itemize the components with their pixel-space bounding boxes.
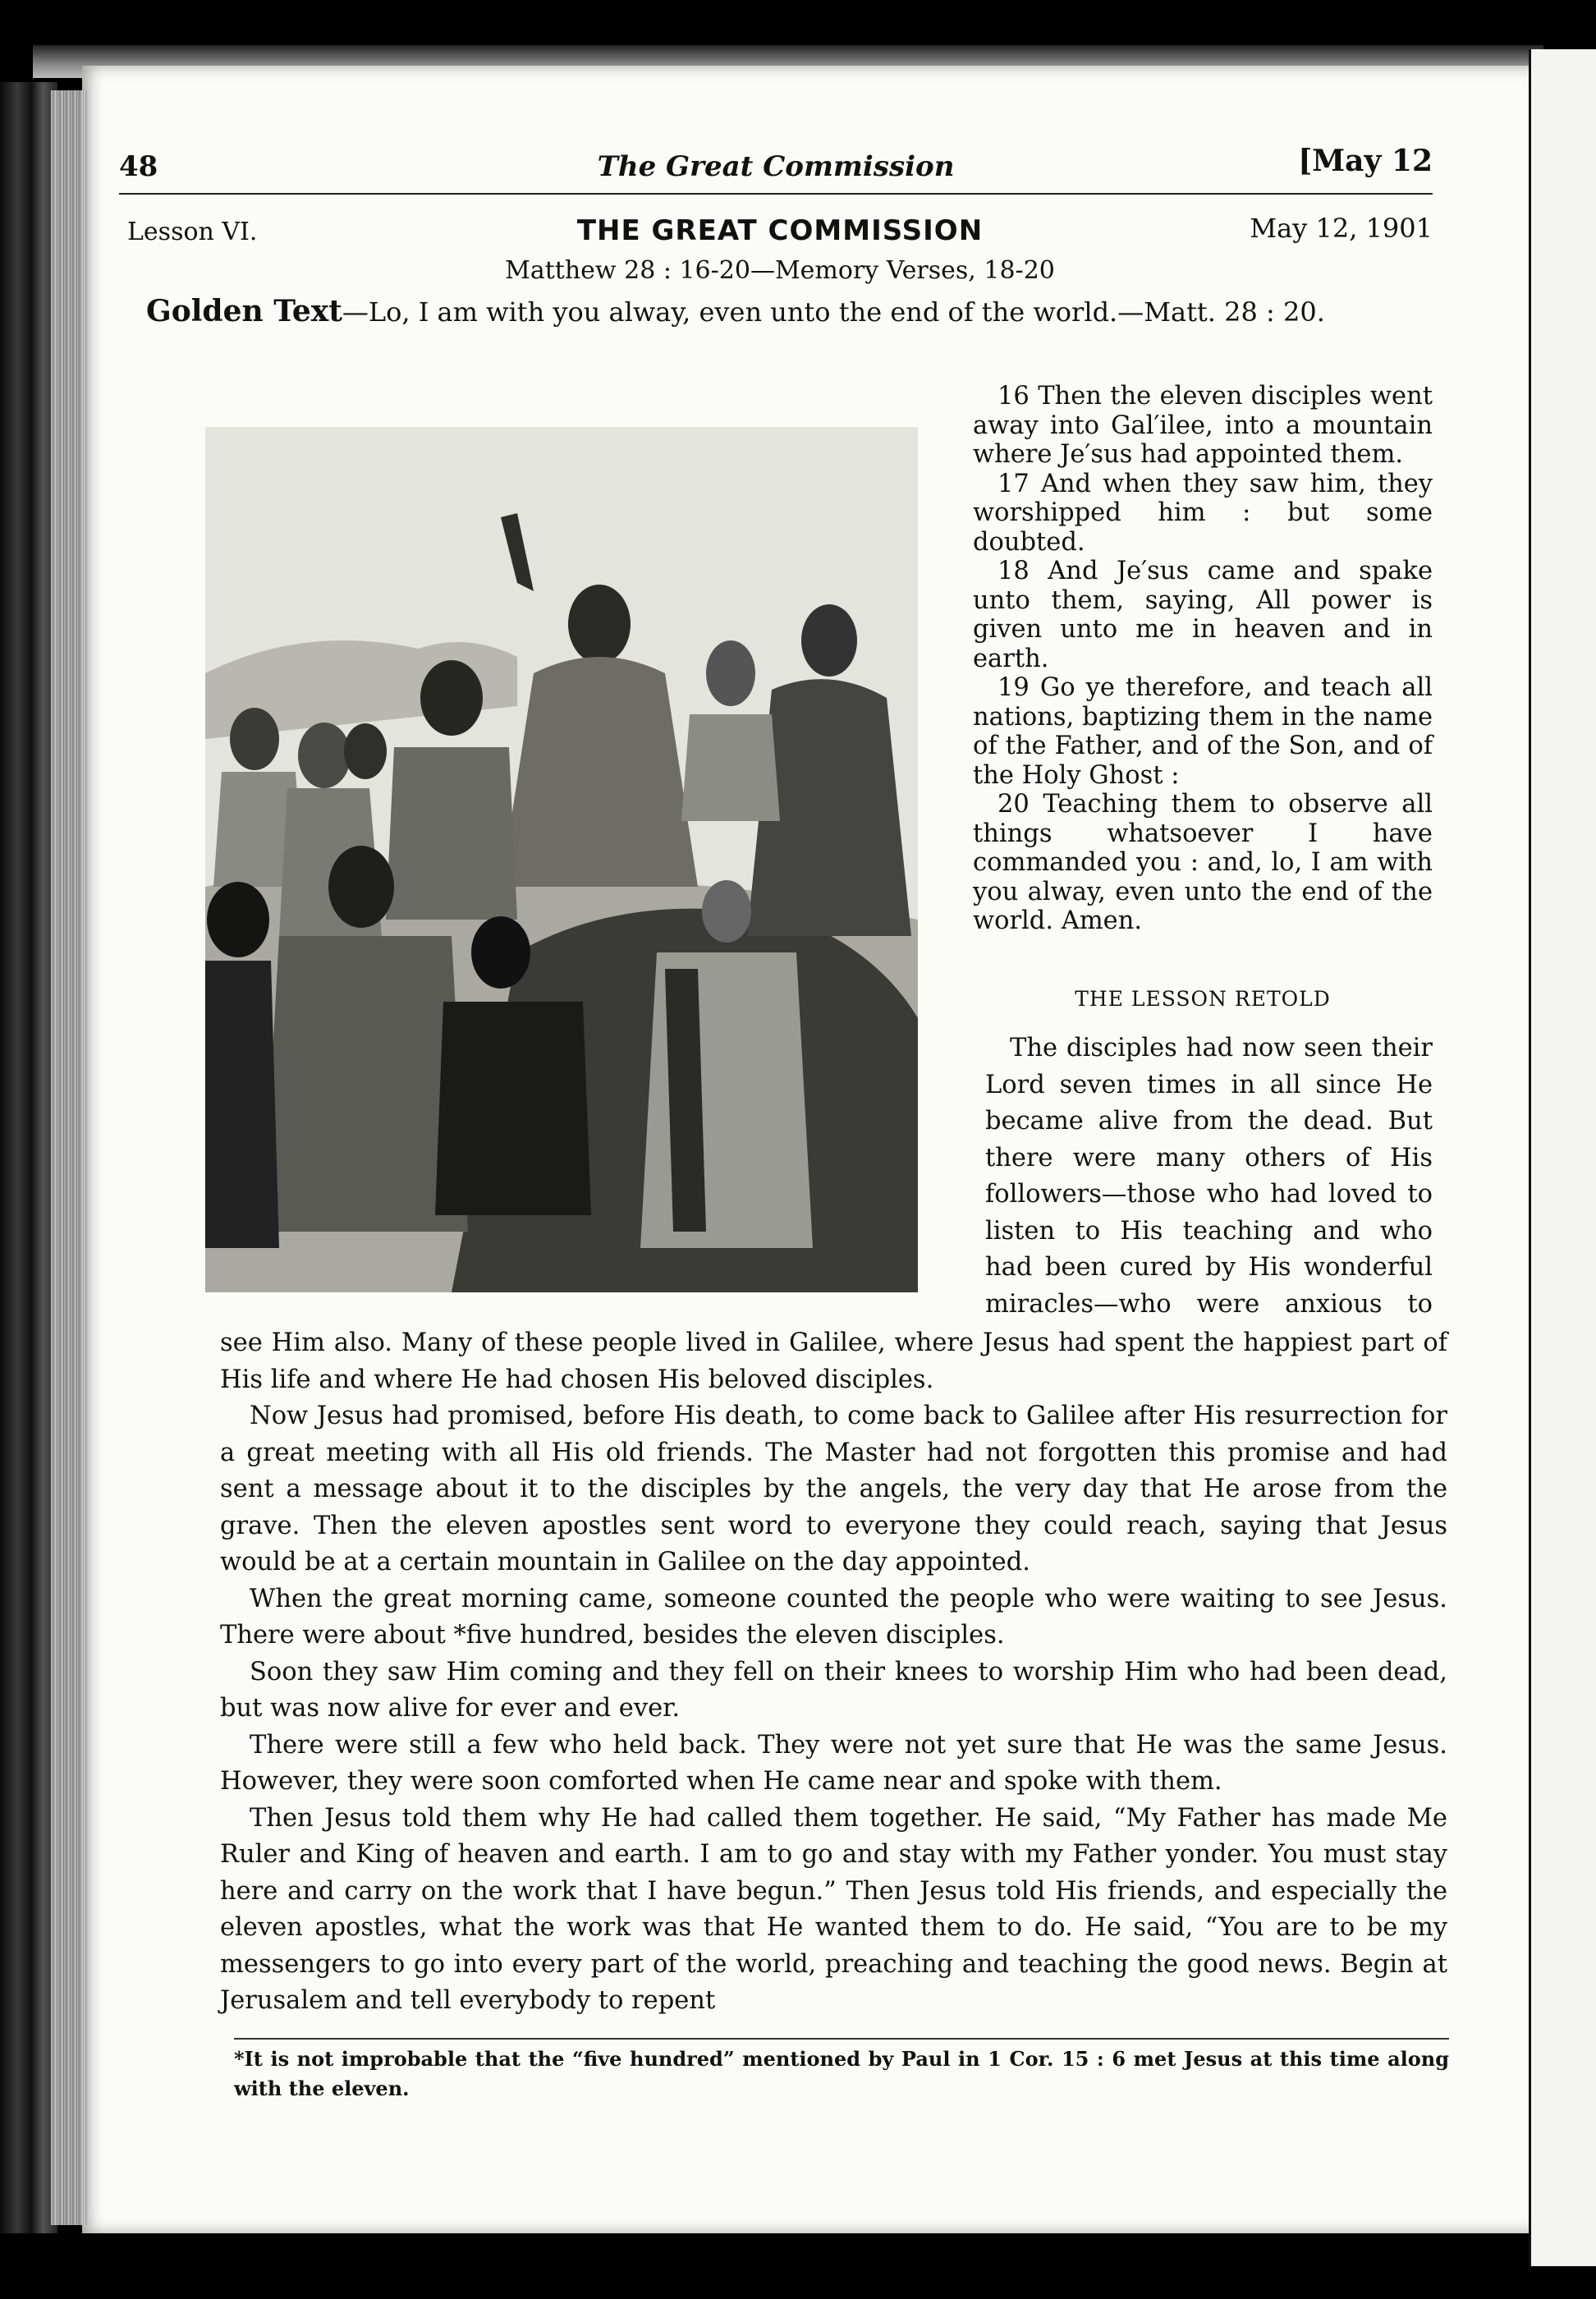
illustration-jesus-and-disciples bbox=[205, 427, 918, 1292]
retold-paragraph: Soon they saw Him coming and they fell on their knees to worship Him who had been dead, but was now alive for ever and ever. bbox=[220, 1657, 1447, 1723]
retold-paragraph: When the great morning came, someone counted the people who were waiting to see Jesus. There were about *five hundred, besides the eleven disciples. bbox=[220, 1584, 1447, 1650]
lesson-retold-heading: THE LESSON RETOLD bbox=[1075, 987, 1331, 1011]
running-header bbox=[119, 144, 1433, 195]
retold-line: became alive from the dead. But bbox=[985, 1107, 1433, 1136]
page-edges bbox=[51, 90, 87, 2225]
scripture-reference: Matthew 28 : 16-20—Memory Verses, 18-20 bbox=[505, 256, 1055, 285]
lesson-date: May 12, 1901 bbox=[1250, 213, 1433, 244]
retold-line: miracles—who were anxious to bbox=[985, 1289, 1433, 1319]
verse-17: 17 And when they saw him, they worshipped him : but some doubted. bbox=[973, 469, 1433, 557]
lesson-title: THE GREAT COMMISSION bbox=[576, 214, 984, 247]
verse-16: 16 Then the eleven disciples went away into Gal′ilee, into a mountain where Je′sus had appointed them. bbox=[973, 382, 1433, 469]
next-page-edge bbox=[1529, 49, 1596, 2266]
lesson-number: Lesson VI. bbox=[127, 218, 258, 246]
retold-line: followers—those who had loved to bbox=[985, 1180, 1433, 1209]
retold-paragraph: Now Jesus had promised, before His death, to come back to Galilee after His resurrection for a great meeting with all His old friends. The Master had not forgotten this promise and had sent a message about it to the disciples by the angels, the very day that He arose from the grave. Then the eleven apostles sent word to everyone they could reach, saying that Jesus would be at a certain mountain in Galilee on the day appointed. bbox=[220, 1402, 1447, 1576]
retold-line: The disciples had now seen their bbox=[1010, 1034, 1433, 1062]
lesson-heading bbox=[127, 209, 1433, 250]
footnote-divider bbox=[234, 2038, 1449, 2040]
scripture-verses bbox=[973, 382, 1433, 936]
verse-19: 19 Go ye therefore, and teach all nations, baptizing them in the name of the Father, and of the Son, and of the Holy Ghost : bbox=[973, 673, 1433, 790]
running-title: The Great Commission bbox=[597, 150, 955, 183]
golden-text bbox=[146, 294, 1435, 328]
retold-line: had been cured by His wonderful bbox=[985, 1253, 1433, 1282]
retold-line: listen to His teaching and who bbox=[985, 1216, 1433, 1246]
illustration-drawing bbox=[205, 427, 918, 1292]
golden-text-body: —Lo, I am with you alway, even unto the end of the world.—Matt. 28 : 20. bbox=[342, 296, 1325, 328]
book-binding bbox=[0, 82, 57, 2233]
running-date: [May 12 bbox=[1298, 144, 1433, 178]
golden-text-label: Golden Text bbox=[146, 294, 342, 328]
retold-paragraph: Then Jesus told them why He had called them together. He said, “My Father has made Me Ruler and King of heaven and earth. I am to go and stay with my Father yonder. You must stay here and carry on the work that I have begun.” Then Jesus told His friends, and especially the eleven apostles, what the work was that He wanted them to do. He said, “You are to be my messengers to go into every part of the world, preaching and teaching the good news. Begin at Jerusalem and tell everybody to repent bbox=[220, 1803, 1447, 2015]
retold-continuation: see Him also. Many of these people lived in Galilee, where Jesus had spent the happiest part of His life and where He had chosen His beloved disciples. bbox=[220, 1328, 1447, 1394]
retold-line: Lord seven times in all since He bbox=[985, 1070, 1433, 1099]
retold-paragraph: There were still a few who held back. They were not yet sure that He was the same Jesus. However, they were soon comforted when He came near and spoke with them. bbox=[220, 1730, 1447, 1796]
verse-20: 20 Teaching them to observe all things whatsoever I have commanded you : and, lo, I am with you alway, even unto the end of the world. Amen. bbox=[973, 790, 1433, 935]
verse-18: 18 And Je′sus came and spake unto them, saying, All power is given unto me in heaven and in earth. bbox=[973, 557, 1433, 673]
footnote: *It is not improbable that the “five hundred” mentioned by Paul in 1 Cor. 15 : 6 met Jesus at this time along with the eleven. bbox=[234, 2047, 1449, 2100]
retold-body bbox=[220, 1325, 1447, 2020]
page-number: 48 bbox=[119, 150, 158, 183]
retold-line: there were many others of His bbox=[985, 1143, 1433, 1172]
retold-side-column bbox=[985, 1030, 1433, 1323]
